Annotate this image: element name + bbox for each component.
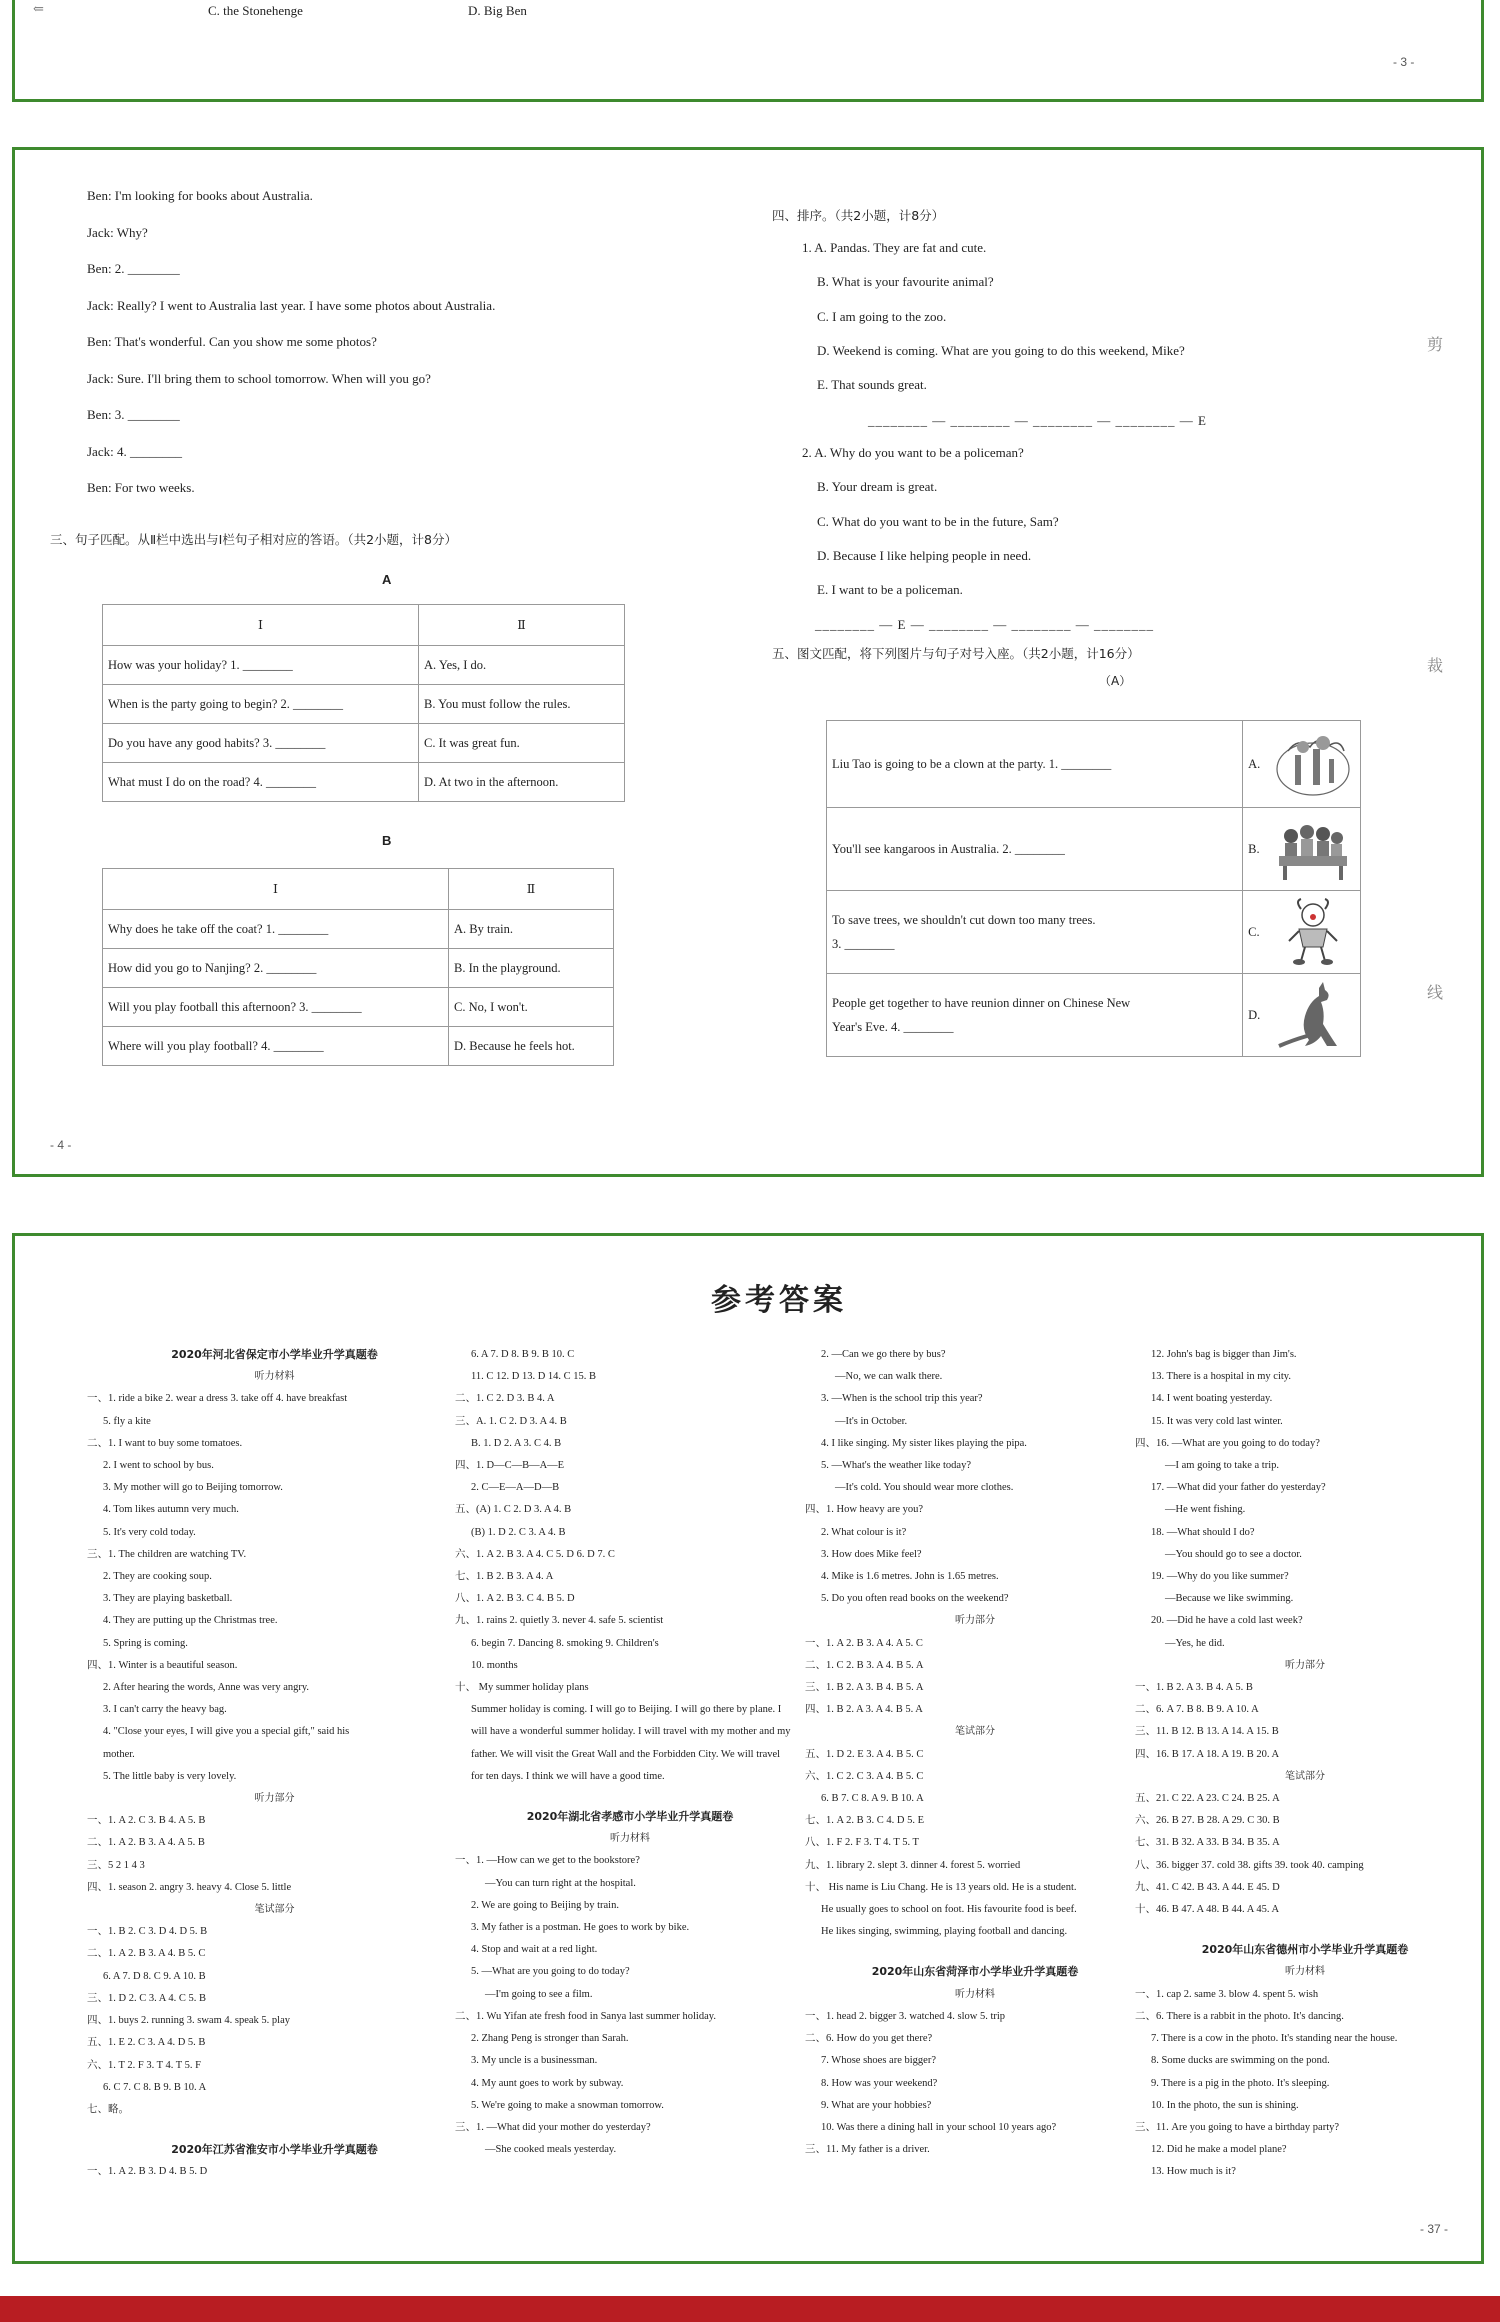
answer-line: 2. C—E—A—D—B	[471, 1482, 560, 1494]
answer-line: mother.	[103, 1748, 135, 1760]
answer-line: 六、26. B 27. B 28. A 29. C 30. B	[1135, 1815, 1280, 1827]
answer-line: 13. How much is it?	[1151, 2166, 1236, 2178]
answer-column-1	[87, 1344, 462, 2184]
table-row	[103, 988, 614, 1027]
answer-line: 一、1. cap 2. same 3. blow 4. spent 5. wish	[1135, 1988, 1319, 2000]
picture-row	[827, 891, 1361, 974]
table-cell: D. Because he feels hot.	[449, 1027, 614, 1066]
answer-line: 2. —Can we go there by bus?	[821, 1349, 946, 1360]
table-row	[103, 685, 625, 724]
sentence-cont: 3. ________	[832, 937, 895, 951]
section-subheading: 听力部分	[1285, 1659, 1325, 1671]
answer-line: 八、1. A 2. B 3. C 4. B 5. D	[455, 1593, 575, 1605]
section-3-title: 三、句子匹配。从Ⅱ栏中选出与Ⅰ栏句子相对应的答语。（共2小题，计8分）	[50, 532, 457, 547]
answer-line: Summer holiday is coming. I will go to Beijing. I will go there by plane. I will have a wonderful summer holiday. I will travel with my mother and my father. We will visit the Great Wall and the Forbidden City. We will travel for ten days. I think we will have a good time.	[471, 1704, 791, 1782]
answer-line: 三、11. My father is a driver.	[805, 2144, 930, 2156]
picture-matching-table	[826, 720, 1361, 1057]
answer-line: 六、1. C 2. C 3. A 4. B 5. C	[805, 1770, 924, 1782]
picture-letter: D.	[1243, 974, 1268, 1057]
exam-heading: 2020年湖北省孝感市小学毕业升学真题卷	[526, 1810, 734, 1824]
answer-line: 6. A 7. D 8. B 9. B 10. C	[471, 1349, 575, 1360]
order-option: C. I am going to the zoo.	[817, 308, 947, 324]
answers-title: 参考答案	[711, 1283, 847, 1318]
answer-line: 四、1. D—C—B—A—E	[455, 1460, 565, 1472]
section-subheading: 听力部分	[254, 1793, 295, 1805]
answer-line: 八、36. bigger 37. cold 38. gifts 39. took 40. camping	[1135, 1859, 1364, 1871]
answer-line: 12. John's bag is bigger than Jim's.	[1151, 1349, 1297, 1360]
section-5-title: 五、图文匹配，将下列图片与句子对号入座。（共2小题，计16分）	[772, 646, 1140, 661]
side-char-1: 剪	[1427, 335, 1444, 354]
answer-line: 七、1. A 2. B 3. C 4. D 5. E	[805, 1815, 925, 1827]
section-subheading: 听力部分	[955, 1615, 995, 1627]
sentence: To save trees, we shouldn't cut down too many trees.	[832, 913, 1096, 927]
answer-line: He usually goes to school on foot. His favourite food is beef.	[821, 1904, 1077, 1916]
order-option: B. What is your favourite animal?	[817, 274, 994, 290]
sentence: Liu Tao is going to be a clown at the party. 1. ________	[832, 757, 1112, 771]
answer-line: 二、6. A 7. B 8. B 9. A 10. A	[1135, 1704, 1259, 1716]
answer-line: 2. We are going to Beijing by train.	[471, 1899, 619, 1911]
answer-line: 四、16. B 17. A 18. A 19. B 20. A	[1135, 1748, 1280, 1760]
answer-line: —You can turn right at the hospital.	[485, 1877, 636, 1889]
answer-line: 十、46. B 47. A 48. B 44. A 45. A	[1135, 1904, 1280, 1916]
answer-line: 9. There is a pig in the photo. It's sleeping.	[1151, 2077, 1330, 2089]
answer-line: 3. My uncle is a businessman.	[471, 2055, 598, 2067]
answer-line: 12. Did he make a model plane?	[1151, 2144, 1287, 2156]
answer-line: 3. I can't carry the heavy bag.	[103, 1704, 227, 1716]
column-gap	[805, 1943, 1145, 1961]
dialogue-line: Jack: Really? I went to Australia last year. I have some photos about Australia.	[87, 297, 496, 313]
answer-line: 九、1. library 2. slept 3. dinner 4. forest 5. worried	[805, 1859, 1021, 1871]
answer-line: 3. How does Mike feel?	[821, 1548, 922, 1560]
picture-row	[827, 974, 1361, 1057]
picture-letter: A.	[1243, 721, 1268, 808]
answer-line: 五、1. D 2. E 3. A 4. B 5. C	[805, 1748, 924, 1760]
answer-line: 一、1. A 2. C 3. B 4. A 5. B	[87, 1815, 206, 1827]
answer-line: 4. They are putting up the Christmas tree.	[103, 1615, 278, 1627]
answer-line: 4. Tom likes autumn very much.	[103, 1504, 239, 1516]
answer-line: 二、1. A 2. B 3. A 4. B 5. C	[87, 1948, 206, 1960]
answer-line: 三、1. D 2. C 3. A 4. C 5. B	[87, 1992, 207, 2004]
picture-cell	[1268, 808, 1361, 891]
exam-heading: 2020年江苏省淮安市小学毕业升学真题卷	[171, 2143, 378, 2157]
table-cell: Will you play football this afternoon? 3. ________	[103, 988, 449, 1027]
answer-line: 一、1. —How can we get to the bookstore?	[455, 1855, 640, 1867]
answer-line: 一、1. head 2. bigger 3. watched 4. slow 5. trip	[805, 2010, 1006, 2022]
answer-line: 四、1. buys 2. running 3. swam 4. speak 5. play	[87, 2015, 290, 2027]
answer-line: 五、1. E 2. C 3. A 4. D 5. B	[87, 2037, 206, 2049]
sentence: You'll see kangaroos in Australia. 2. ________	[832, 842, 1065, 856]
table-row	[103, 763, 625, 802]
picture-row	[827, 721, 1361, 808]
answer-column-2	[455, 1344, 805, 2161]
answer-line: 5. —What are you going to do today?	[471, 1966, 630, 1978]
section-subheading: 听力材料	[254, 1371, 295, 1383]
dialogue-line: Ben: For two weeks.	[87, 480, 195, 495]
table-header-cell: Ⅰ	[103, 605, 419, 646]
answer-line: 一、1. ride a bike 2. wear a dress 3. take off 4. have breakfast	[87, 1393, 348, 1405]
answer-line: 四、1. season 2. angry 3. heavy 4. Close 5. little	[87, 1881, 292, 1893]
table-cell: A. By train.	[449, 910, 614, 949]
side-char-3: 线	[1427, 983, 1444, 1002]
answer-line: 20. —Did he have a cold last week?	[1151, 1615, 1303, 1627]
table-cell: Why does he take off the coat? 1. ________	[103, 910, 449, 949]
dialogue-line: Ben: 3. ________	[87, 407, 180, 422]
answer-line: 4. Stop and wait at a red light.	[471, 1944, 598, 1956]
table-cell: When is the party going to begin? 2. ________	[103, 685, 419, 724]
order-option: D. Because I like helping people in need.	[817, 547, 1032, 563]
answer-line: 四、1. B 2. A 3. A 4. B 5. A	[805, 1704, 923, 1716]
answer-line: 五、(A) 1. C 2. D 3. A 4. B	[455, 1504, 572, 1516]
picture-cell	[1268, 891, 1361, 974]
answer-line: —It's cold. You should wear more clothes.	[835, 1482, 1014, 1494]
table-header-cell: Ⅰ	[103, 869, 449, 910]
answer-line: 2. They are cooking soup.	[103, 1571, 212, 1583]
answer-line: 14. I went boating yesterday.	[1151, 1393, 1273, 1405]
section-subheading: 听力材料	[610, 1833, 650, 1845]
page-3-frame	[12, 0, 1484, 102]
answer-line: 二、6. How do you get there?	[805, 2033, 933, 2045]
sentence: People get together to have reunion dinner on Chinese New	[832, 996, 1131, 1010]
table-cell: How was your holiday? 1. ________	[103, 646, 419, 685]
answer-line: 四、1. Winter is a beautiful season.	[87, 1659, 238, 1671]
answer-line: He likes singing, swimming, playing football and dancing.	[821, 1926, 1068, 1938]
table-a-label: A	[382, 572, 392, 587]
answer-line: 4. I like singing. My sister likes playing the pipa.	[821, 1437, 1027, 1449]
answer-line: 2. Zhang Peng is stronger than Sarah.	[471, 2033, 629, 2045]
answer-line: 三、1. B 2. A 3. B 4. B 5. A	[805, 1682, 924, 1694]
answer-line: 5. fly a kite	[103, 1415, 151, 1427]
answer-line: 6. begin 7. Dancing 8. smoking 9. Children's	[471, 1637, 659, 1649]
picture-row-text	[827, 808, 1243, 891]
answer-line: 六、1. T 2. F 3. T 4. T 5. F	[87, 2059, 201, 2071]
matching-table-b	[102, 868, 614, 1066]
answer-line: —Yes, he did.	[1165, 1637, 1225, 1649]
kangaroo-icon	[1273, 980, 1355, 1050]
table-cell: Where will you play football? 4. ________	[103, 1027, 449, 1066]
answer-line: 九、1. rains 2. quietly 3. never 4. safe 5. scientist	[455, 1615, 664, 1627]
answer-line: 13. There is a hospital in my city.	[1151, 1371, 1291, 1383]
answer-line: 19. —Why do you like summer?	[1151, 1571, 1289, 1583]
table-cell: B. In the playground.	[449, 949, 614, 988]
answer-line: 2. I went to school by bus.	[103, 1460, 214, 1472]
answer-line: 5. —What's the weather like today?	[821, 1460, 972, 1472]
answer-line: 3. They are playing basketball.	[103, 1593, 233, 1605]
answer-column-3	[805, 1344, 1145, 2161]
answer-line: 三、11. Are you going to have a birthday party?	[1135, 2121, 1340, 2133]
page-number: - 3 -	[1393, 55, 1415, 69]
answer-line: 三、1. The children are watching TV.	[87, 1548, 247, 1560]
answer-line: 4. My aunt goes to work by subway.	[471, 2077, 624, 2089]
answer-line: 4. "Close your eyes, I will give you a special gift," said his	[103, 1726, 350, 1738]
answer-line: 二、6. There is a rabbit in the photo. It's dancing.	[1135, 2010, 1344, 2022]
section-subheading: 笔试部分	[1285, 1770, 1325, 1782]
column-gap	[1135, 1921, 1475, 1939]
answer-line: 二、1. Wu Yifan ate fresh food in Sanya last summer holiday.	[455, 2010, 716, 2022]
picture-letter: B.	[1243, 808, 1268, 891]
table-cell: C. It was great fun.	[419, 724, 625, 763]
order-1-answer: ________ — ________ — ________ — ________ — E	[868, 413, 1207, 428]
section-5-sub: （A）	[1099, 674, 1132, 688]
order-option: C. What do you want to be in the future, Sam?	[817, 513, 1059, 529]
answer-line: 11. C 12. D 13. D 14. C 15. B	[471, 1371, 597, 1383]
table-cell: B. You must follow the rules.	[419, 685, 625, 724]
arrow-left-icon: ⇐	[33, 1, 44, 16]
answer-page-frame	[12, 1233, 1484, 2264]
order-option: 1. A. Pandas. They are fat and cute.	[802, 240, 987, 255]
answer-line: 5. It's very cold today.	[103, 1526, 196, 1538]
answer-line: 3. —When is the school trip this year?	[821, 1393, 983, 1405]
answer-line: 6. B 7. C 8. A 9. B 10. A	[821, 1793, 924, 1805]
answer-line: 5. Spring is coming.	[103, 1637, 188, 1649]
column-gap	[87, 2121, 462, 2139]
page-number: - 37 -	[1420, 2222, 1449, 2236]
answer-line: 7. Whose shoes are bigger?	[821, 2055, 936, 2067]
answer-line: 三、1. —What did your mother do yesterday?	[455, 2121, 651, 2133]
answer-line: 十、 My summer holiday plans	[455, 1682, 589, 1694]
order-option: E. I want to be a policeman.	[817, 582, 963, 598]
section-subheading: 笔试部分	[254, 1904, 295, 1916]
answer-line: 九、41. C 42. B 43. A 44. E 45. D	[1135, 1881, 1280, 1893]
section-subheading: 听力材料	[1285, 1966, 1325, 1978]
table-cell: D. At two in the afternoon.	[419, 763, 625, 802]
table-row	[103, 949, 614, 988]
table-row	[103, 1027, 614, 1066]
exam-heading: 2020年山东省菏泽市小学毕业升学真题卷	[871, 1965, 1079, 1979]
table-row	[103, 724, 625, 763]
order-option: 2. A. Why do you want to be a policeman?	[802, 445, 1024, 460]
answer-line: 二、1. I want to buy some tomatoes.	[87, 1437, 243, 1449]
answer-line: 三、5 2 1 4 3	[87, 1859, 145, 1871]
answer-line: 八、1. F 2. F 3. T 4. T 5. T	[805, 1837, 919, 1849]
table-cell: How did you go to Nanjing? 2. ________	[103, 949, 449, 988]
answer-line: —No, we can walk there.	[835, 1371, 943, 1383]
picture-row	[827, 808, 1361, 891]
answer-line: —You should go to see a doctor.	[1165, 1548, 1302, 1560]
page-number: - 4 -	[50, 1138, 72, 1152]
picture-row-text	[827, 721, 1243, 808]
answer-line: 二、1. A 2. B 3. A 4. A 5. B	[87, 1837, 205, 1849]
answer-line: 七、略。	[87, 2103, 129, 2115]
column-gap	[455, 1788, 805, 1806]
answer-line: 二、1. C 2. B 3. A 4. B 5. A	[805, 1659, 924, 1671]
answer-line: 5. The little baby is very lovely.	[103, 1770, 237, 1782]
answer-line: 一、1. B 2. C 3. D 4. D 5. B	[87, 1926, 208, 1938]
table-row	[103, 646, 625, 685]
answer-line: 3. My mother will go to Beijing tomorrow.	[103, 1482, 283, 1494]
side-char-2: 裁	[1427, 656, 1444, 675]
sentence-cont: Year's Eve. 4. ________	[832, 1020, 954, 1034]
answer-line: 15. It was very cold last winter.	[1151, 1415, 1283, 1427]
answer-line: 一、1. A 2. B 3. A 4. A 5. C	[805, 1637, 923, 1649]
option-d: D. Big Ben	[468, 3, 527, 18]
answer-line: 二、1. C 2. D 3. B 4. A	[455, 1393, 555, 1405]
answer-line: —He went fishing.	[1165, 1504, 1246, 1516]
answer-line: 10. In the photo, the sun is shining.	[1151, 2099, 1299, 2111]
table-cell: C. No, I won't.	[449, 988, 614, 1027]
table-header-cell: Ⅱ	[419, 605, 625, 646]
picture-letter: C.	[1243, 891, 1268, 974]
dialogue-line: Jack: Why?	[87, 224, 148, 240]
table-cell: What must I do on the road? 4. ________	[103, 763, 419, 802]
order-option: B. Your dream is great.	[817, 479, 938, 495]
clown-icon	[1273, 897, 1355, 967]
table-b-label: B	[382, 833, 392, 848]
order-2-answer: ________ — E — ________ — ________ — ________	[815, 617, 1154, 632]
exam-heading: 2020年河北省保定市小学毕业升学真题卷	[171, 1348, 378, 1361]
answer-line: 9. What are your hobbies?	[821, 2099, 932, 2111]
answer-line: 10. Was there a dining hall in your school 10 years ago?	[821, 2121, 1057, 2133]
answer-line: 4. Mike is 1.6 metres. John is 1.65 metres.	[821, 1571, 999, 1583]
table-cell: A. Yes, I do.	[419, 646, 625, 685]
picture-cell	[1268, 974, 1361, 1057]
dialogue-line: Ben: That's wonderful. Can you show me some photos?	[87, 334, 377, 349]
answer-line: 2. After hearing the words, Anne was very angry.	[103, 1682, 310, 1694]
answer-line: 5. Do you often read books on the weekend?	[821, 1593, 1009, 1605]
answer-line: 10. months	[471, 1659, 518, 1671]
answer-line: —I am going to take a trip.	[1165, 1460, 1280, 1472]
order-option: E. That sounds great.	[817, 377, 927, 393]
table-header-cell: Ⅱ	[449, 869, 614, 910]
exam-heading: 2020年山东省德州市小学毕业升学真题卷	[1201, 1943, 1409, 1957]
answer-line: 四、1. How heavy are you?	[805, 1504, 924, 1516]
picture-cell	[1268, 721, 1361, 808]
answer-line: 18. —What should I do?	[1151, 1526, 1255, 1538]
section-4-title: 四、排序。（共2小题，计8分）	[772, 208, 945, 223]
page-4-frame	[12, 147, 1484, 1177]
trees-picture-icon	[1273, 729, 1355, 799]
answer-line: 三、A. 1. C 2. D 3. A 4. B	[455, 1415, 567, 1427]
answer-line: 七、1. B 2. B 3. A 4. A	[455, 1571, 554, 1583]
matching-table-a	[102, 604, 625, 802]
answer-line: (B) 1. D 2. C 3. A 4. B	[471, 1526, 566, 1538]
bottom-red-bar	[0, 2296, 1500, 2322]
answer-line: 8. How was your weekend?	[821, 2077, 938, 2089]
dialogue-line: Ben: 2. ________	[87, 261, 180, 276]
answer-line: 六、1. A 2. B 3. A 4. C 5. D 6. D 7. C	[455, 1548, 615, 1560]
answer-line: 三、11. B 12. B 13. A 14. A 15. B	[1135, 1726, 1279, 1738]
dialogue-line: Ben: I'm looking for books about Australia.	[87, 188, 313, 203]
answer-line: 2. What colour is it?	[821, 1526, 907, 1538]
answer-line: —It's in October.	[835, 1415, 908, 1427]
answer-line: 一、1. A 2. B 3. D 4. B 5. D	[87, 2166, 208, 2178]
table-row	[103, 910, 614, 949]
answer-line: 17. —What did your father do yesterday?	[1151, 1482, 1326, 1494]
answer-line: 3. My father is a postman. He goes to work by bike.	[471, 1922, 690, 1934]
answer-line: —She cooked meals yesterday.	[485, 2144, 617, 2156]
table-cell: Do you have any good habits? 3. ________	[103, 724, 419, 763]
answer-line: B. 1. D 2. A 3. C 4. B	[471, 1437, 562, 1449]
answer-line: 7. There is a cow in the photo. It's standing near the house.	[1151, 2033, 1398, 2045]
picture-row-text	[827, 974, 1243, 1057]
option-c: C. the Stonehenge	[208, 3, 303, 18]
answer-line: 十、 His name is Liu Chang. He is 13 years old. He is a student.	[805, 1881, 1077, 1893]
dialogue-line: Jack: 4. ________	[87, 443, 182, 459]
order-option: D. Weekend is coming. What are you going to do this weekend, Mike?	[817, 342, 1185, 358]
dialogue-line: Jack: Sure. I'll bring them to school tomorrow. When will you go?	[87, 370, 431, 386]
answer-line: 五、21. C 22. A 23. C 24. B 25. A	[1135, 1793, 1280, 1805]
family-dinner-icon	[1273, 814, 1355, 884]
answer-line: 6. C 7. C 8. B 9. B 10. A	[103, 2081, 207, 2093]
answer-line: 七、31. B 32. A 33. B 34. B 35. A	[1135, 1837, 1280, 1849]
picture-row-text	[827, 891, 1243, 974]
answer-line: 5. We're going to make a snowman tomorrow.	[471, 2099, 664, 2111]
answer-line: —Because we like swimming.	[1165, 1593, 1294, 1605]
answer-line: 8. Some ducks are swimming on the pond.	[1151, 2055, 1330, 2067]
section-subheading: 笔试部分	[955, 1726, 995, 1738]
answer-line: 6. A 7. D 8. C 9. A 10. B	[103, 1970, 206, 1982]
answer-line: 一、1. B 2. A 3. B 4. A 5. B	[1135, 1682, 1253, 1694]
answer-line: 四、16. —What are you going to do today?	[1135, 1437, 1320, 1449]
answer-line: —I'm going to see a film.	[485, 1988, 593, 2000]
section-subheading: 听力材料	[955, 1988, 995, 2000]
answer-column-4	[1135, 1344, 1475, 2184]
